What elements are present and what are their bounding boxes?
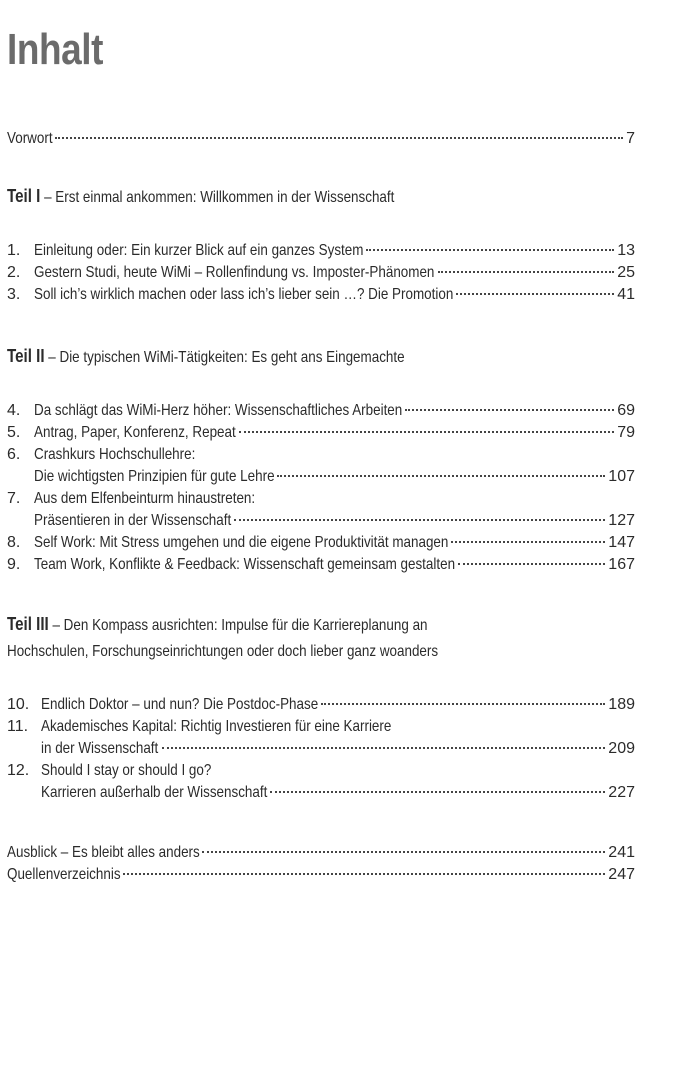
dot-leader: [451, 541, 605, 543]
page-number: 69: [617, 402, 635, 419]
dot-leader: [321, 703, 605, 705]
page-number: 79: [617, 424, 635, 441]
toc-entry-12-line-1[interactable]: 12. Should I stay or should I go?: [7, 762, 212, 779]
page-number: 7: [626, 130, 635, 147]
dot-leader: [405, 409, 614, 411]
toc-entry-text: Vorwort: [7, 130, 53, 147]
toc-entry-11[interactable]: in der Wissenschaft 209: [7, 738, 635, 760]
page-number: 25: [617, 264, 635, 281]
part-heading-2: Teil II – Die typischen WiMi-Tätigkeiten: Es geht ans Eingemachte: [7, 346, 405, 366]
dot-leader: [55, 137, 623, 139]
page-number: 167: [608, 556, 635, 573]
toc-entry-3[interactable]: 3. Soll ich’s wirklich machen oder lass ich’s lieber sein …? Die Promotion 41: [7, 284, 635, 306]
toc-entry-4[interactable]: 4. Da schlägt das WiMi-Herz höher: Wissenschaftliches Arbeiten 69: [7, 400, 635, 422]
page-number: 209: [608, 740, 635, 757]
dot-leader: [234, 519, 605, 521]
page-number: 247: [608, 866, 635, 883]
toc-entry-5[interactable]: 5. Antrag, Paper, Konferenz, Repeat 79: [7, 422, 635, 444]
dot-leader: [123, 873, 605, 875]
dot-leader: [458, 563, 605, 565]
page-number: 147: [608, 534, 635, 551]
dot-leader: [456, 293, 614, 295]
toc-entry-8[interactable]: 8. Self Work: Mit Stress umgehen und die eigene Produktivität managen 147: [7, 532, 635, 554]
page-number: 13: [617, 242, 635, 259]
toc-entry-11-line-1[interactable]: 11. Akademisches Kapital: Richtig Investieren für eine Karriere: [7, 718, 392, 735]
part-heading-3-line-2: Hochschulen, Forschungseinrichtungen oder doch lieber ganz woanders: [7, 643, 439, 660]
toc-entry-12[interactable]: Karrieren außerhalb der Wissenschaft 227: [7, 782, 635, 804]
part-heading-1: Teil I – Erst einmal ankommen: Willkommen in der Wissenschaft: [7, 186, 395, 206]
toc-entry-7[interactable]: Präsentieren in der Wissenschaft 127: [7, 510, 635, 532]
page-number: 241: [608, 844, 635, 861]
page-title: Inhalt: [7, 25, 104, 74]
toc-entry-6[interactable]: Die wichtigsten Prinzipien für gute Lehre 107: [7, 466, 635, 488]
toc-entry-7-line-1[interactable]: 7. Aus dem Elfenbeinturm hinaustreten:: [7, 490, 256, 507]
page-number: 127: [608, 512, 635, 529]
dot-leader: [270, 791, 605, 793]
dot-leader: [162, 747, 606, 749]
toc-entry-9[interactable]: 9. Team Work, Konflikte & Feedback: Wissenschaft gemeinsam gestalten 167: [7, 554, 635, 576]
toc-entry-2[interactable]: 2. Gestern Studi, heute WiMi – Rollenfindung vs. Imposter-Phänomen 25: [7, 262, 635, 284]
page-number: 189: [608, 696, 635, 713]
part-heading-3: Teil III – Den Kompass ausrichten: Impulse für die Karriereplanung an: [7, 614, 428, 634]
dot-leader: [277, 475, 605, 477]
toc-entry-ausblick[interactable]: Ausblick – Es bleibt alles anders 241: [7, 842, 635, 864]
page-number: 107: [608, 468, 635, 485]
page-number: 41: [617, 286, 635, 303]
toc-entry-vorwort[interactable]: [7, 128, 635, 150]
dot-leader: [438, 271, 615, 273]
dot-leader: [202, 851, 605, 853]
toc-entry-6-line-1[interactable]: 6. Crashkurs Hochschullehre:: [7, 446, 196, 463]
toc-entry-1[interactable]: 1. Einleitung oder: Ein kurzer Blick auf ein ganzes System 13: [7, 240, 635, 262]
dot-leader: [239, 431, 615, 433]
page-number: 227: [608, 784, 635, 801]
toc-entry-10[interactable]: 10. Endlich Doktor – und nun? Die Postdoc-Phase 189: [7, 694, 635, 716]
dot-leader: [366, 249, 614, 251]
toc-entry-quellen[interactable]: Quellenverzeichnis 247: [7, 864, 635, 886]
